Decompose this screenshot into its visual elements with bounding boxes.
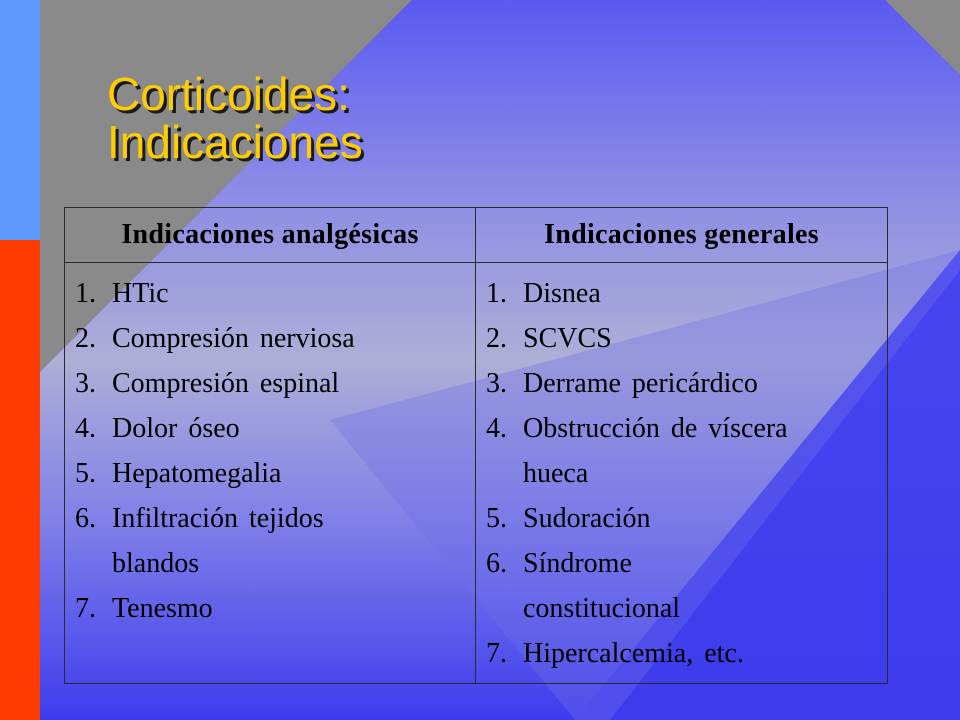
- list-item: [486, 496, 879, 541]
- item-text: Hipercalcemia, etc.: [523, 638, 744, 669]
- analgesic-cell: [65, 263, 476, 684]
- item-number: 6.: [75, 503, 96, 534]
- item-text: Tenesmo: [112, 593, 213, 624]
- item-text: Derrame pericárdico: [523, 368, 758, 399]
- list-item: [75, 316, 467, 361]
- item-text: Obstrucción de víscera hueca: [523, 413, 788, 489]
- item-text: Disnea: [523, 278, 601, 309]
- item-number: 5.: [486, 503, 507, 534]
- item-number: 1.: [486, 278, 507, 309]
- item-number: 4.: [486, 413, 507, 444]
- title-line-2: Indicaciones: [107, 116, 363, 168]
- item-number: 4.: [75, 413, 96, 444]
- item-text: Compresión nerviosa: [112, 323, 355, 354]
- item-number: 3.: [486, 368, 507, 399]
- item-number: 7.: [75, 593, 96, 624]
- title-line-1: Corticoides:: [107, 68, 350, 120]
- side-bar-red: [0, 240, 40, 720]
- item-text: Infiltración tejidos blandos: [112, 503, 324, 579]
- list-item: [486, 541, 879, 631]
- indications-table: [64, 207, 888, 684]
- header-general: Indicaciones generales: [476, 208, 888, 263]
- item-number: 2.: [75, 323, 96, 354]
- general-cell: [476, 263, 888, 684]
- item-number: 7.: [486, 638, 507, 669]
- list-item: [75, 586, 467, 631]
- item-text: Dolor óseo: [112, 413, 240, 444]
- item-number: 6.: [486, 548, 507, 579]
- list-item: [75, 361, 467, 406]
- list-item: [75, 496, 467, 586]
- list-item: [486, 271, 879, 316]
- item-text: HTic: [112, 278, 169, 309]
- item-number: 5.: [75, 458, 96, 489]
- slide-title: [107, 70, 363, 166]
- list-item: [486, 631, 879, 676]
- side-bar-blue: [0, 0, 40, 240]
- item-text: Compresión espinal: [112, 368, 340, 399]
- table-body-row: [65, 263, 888, 684]
- list-item: [75, 406, 467, 451]
- item-text: Hepatomegalia: [112, 458, 282, 489]
- item-number: 2.: [486, 323, 507, 354]
- item-text: Sudoración: [523, 503, 651, 534]
- list-item: [75, 271, 467, 316]
- analgesic-list: [75, 271, 467, 631]
- list-item: [486, 316, 879, 361]
- list-item: [75, 451, 467, 496]
- list-item: [486, 361, 879, 406]
- item-number: 1.: [75, 278, 96, 309]
- item-text: Síndrome constitucional: [523, 548, 681, 624]
- item-number: 3.: [75, 368, 96, 399]
- item-text: SCVCS: [523, 323, 612, 354]
- list-item: [486, 406, 879, 496]
- table-header-row: [65, 208, 888, 263]
- general-list: [486, 271, 879, 676]
- header-analgesic: Indicaciones analgésicas: [65, 208, 476, 263]
